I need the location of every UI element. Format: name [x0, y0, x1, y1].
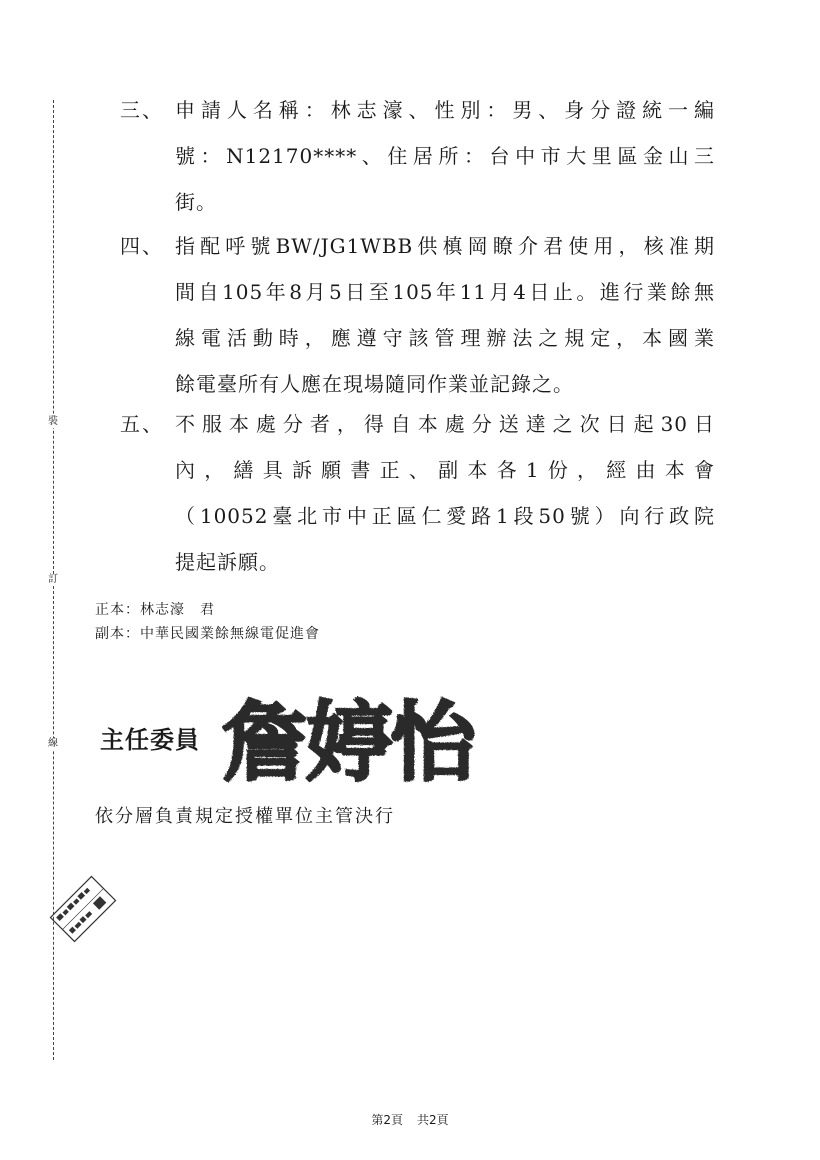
- item-number: 五、: [120, 412, 164, 436]
- binding-char-zhuang: 裝: [45, 416, 61, 428]
- binding-char-ding: 訂: [45, 574, 61, 586]
- page-number: 第2頁: [371, 1113, 403, 1127]
- signatory-title: 主任委員: [100, 725, 200, 754]
- item-line: 提起訴願。: [175, 550, 280, 574]
- item-line: 街。: [175, 190, 217, 214]
- item-line: 申請人名稱：林志濠、性別：男、身分證統一編: [175, 98, 715, 122]
- original-recipient: 正本：林志濠 君: [95, 602, 215, 618]
- page-total: 共2頁: [417, 1113, 449, 1127]
- page-footer: [0, 1111, 820, 1128]
- item-line: 餘電臺所有人應在現場隨同作業並記錄之。: [175, 372, 574, 396]
- signature-name-seal: [222, 680, 502, 790]
- item-number: 四、: [120, 234, 164, 258]
- item-line: 號：N12170****、住居所：台中市大里區金山三: [175, 144, 715, 168]
- item-line: 不服本處分者，得自本處分送達之次日起30日: [175, 412, 715, 436]
- item-line: 指配呼號BW/JG1WBB供槙岡瞭介君使用，核准期: [175, 234, 715, 258]
- item-line: 內，繕具訴願書正、副本各1份，經由本會: [175, 458, 715, 482]
- copy-recipient: 副本：中華民國業餘無線電促進會: [95, 626, 320, 642]
- signature-text: 詹婷怡: [222, 692, 474, 790]
- item-line: 線電活動時，應遵守該管理辦法之規定，本國業: [175, 326, 715, 350]
- delegation-note: 依分層負責規定授權單位主管決行: [95, 806, 395, 827]
- item-number: 三、: [120, 98, 164, 122]
- item-line: 間自105年8月5日至105年11月4日止。進行業餘無: [175, 280, 715, 304]
- item-line: （10052臺北市中正區仁愛路1段50號）向行政院: [175, 504, 715, 528]
- binding-char-xian: 線: [45, 738, 61, 750]
